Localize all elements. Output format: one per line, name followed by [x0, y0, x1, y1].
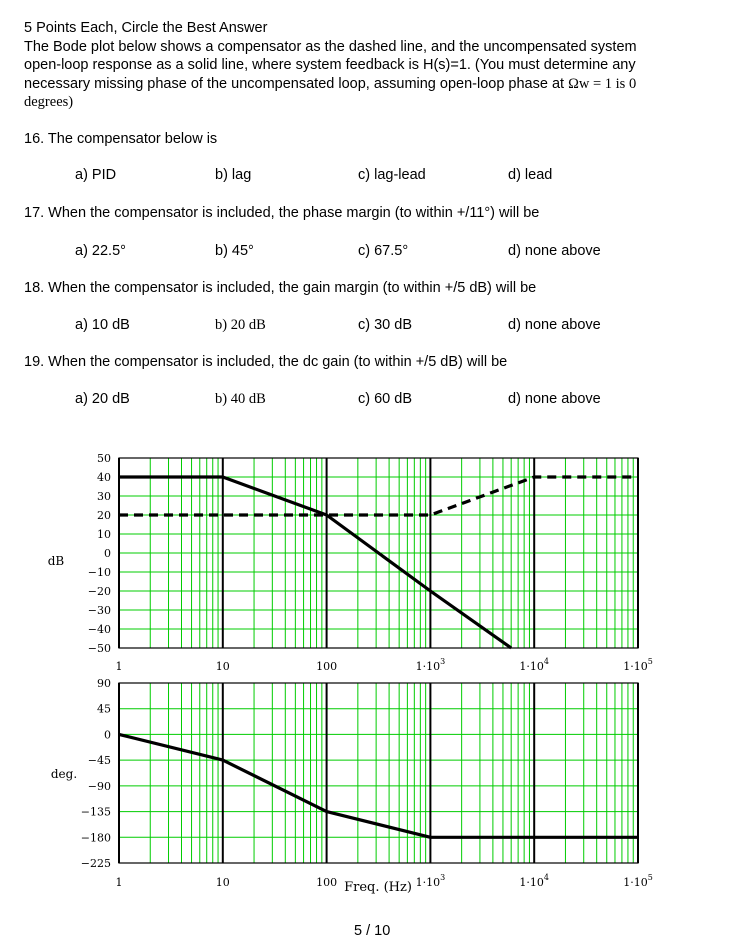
phase-ytick-label: −90	[87, 779, 111, 793]
mag-ytick-label: −50	[87, 642, 111, 655]
page-number: 5 / 10	[354, 923, 391, 939]
mag-ytick-label: 10	[97, 528, 111, 541]
mag-ytick-label: −30	[87, 604, 111, 617]
q18-option-a[interactable]: a) 10 dB	[75, 317, 130, 333]
mag-xtick-label: 1	[115, 660, 123, 673]
mag-series-uncompensated	[119, 477, 511, 648]
mag-ytick-label: 20	[97, 509, 111, 522]
q16-option-b[interactable]: b) lag	[215, 167, 252, 183]
mag-ylabel: dB	[47, 554, 65, 568]
instructions-line-3	[24, 75, 714, 94]
q19-option-d[interactable]: d) none above	[508, 391, 601, 407]
instructions-line-2: open-loop response as a solid line, where system feedback is H(s)=1. (You must determine any	[24, 57, 636, 73]
instructions-line-1: The Bode plot below shows a compensator as the dashed line, and the uncompensated system	[24, 38, 637, 55]
mag-xtick-label: $1\cdot 10^4$	[519, 657, 549, 673]
q17-option-c[interactable]: c) 67.5°	[358, 243, 409, 259]
q17-option-a[interactable]: a) 22.5°	[75, 243, 126, 259]
phase-xtick-label: 1	[115, 876, 123, 889]
mag-ytick-label: 30	[97, 490, 111, 503]
q19-option-a[interactable]: a) 20 dB	[75, 391, 130, 407]
q19-option-b[interactable]: b) 40 dB	[215, 391, 266, 407]
phase-xtick-label: 100	[316, 876, 338, 889]
phase-ytick-label: −180	[80, 831, 111, 845]
mag-ytick-label: −40	[87, 623, 111, 636]
phase-xtick-label: $1\cdot 10^4$	[519, 873, 549, 889]
question-16: 16. The compensator below is	[24, 131, 218, 147]
question-18: 18. When the compensator is included, the gain margin (to within +/5 dB) will be	[24, 280, 537, 296]
phase-xlabel: Freq. (Hz)	[344, 880, 412, 895]
phase-ytick-label: 0	[104, 728, 111, 742]
phase-xtick-label: $1\cdot 10^3$	[415, 873, 446, 889]
phase-ytick-label: −135	[80, 805, 111, 819]
mag-ytick-label: 0	[104, 547, 111, 560]
q19-option-c[interactable]: c) 60 dB	[358, 391, 412, 407]
q17-option-b[interactable]: b) 45°	[215, 243, 254, 259]
q18-option-b[interactable]: b) 20 dB	[215, 317, 266, 333]
phase-ytick-label: 90	[97, 677, 111, 690]
q18-option-c[interactable]: c) 30 dB	[358, 317, 412, 333]
phase-ytick-label: −225	[80, 857, 111, 870]
instructions-line-3-text: necessary missing phase of the uncompensated loop, assuming open-loop phase at	[24, 75, 569, 92]
instructions-block	[24, 19, 714, 112]
mag-xtick-label: 100	[316, 660, 338, 673]
instructions-line-3-math: Ωw = 1 is 0	[568, 75, 637, 92]
magnitude-chart	[48, 452, 653, 673]
question-19: 19. When the compensator is included, the dc gain (to within +/5 dB) will be	[24, 354, 508, 370]
phase-ytick-label: 45	[97, 702, 111, 716]
q16-option-c[interactable]: c) lag-lead	[358, 167, 426, 183]
mag-ytick-label: 40	[97, 471, 111, 484]
mag-ytick-label: −20	[87, 585, 111, 598]
q17-option-d[interactable]: d) none above	[508, 243, 601, 259]
phase-ytick-label: −45	[87, 754, 111, 768]
q16-option-d[interactable]: d) lead	[508, 167, 553, 183]
instructions-line-4: degrees)	[24, 94, 74, 110]
instructions-title: 5 Points Each, Circle the Best Answer	[24, 20, 268, 36]
bode-plot	[0, 440, 732, 940]
phase-xtick-label: $1\cdot 10^5$	[623, 873, 653, 889]
q16-option-a[interactable]: a) PID	[75, 167, 117, 183]
mag-xtick-label: 10	[215, 660, 230, 673]
phase-ylabel: deg.	[50, 767, 78, 781]
q18-option-d[interactable]: d) none above	[508, 317, 601, 333]
question-17: 17. When the compensator is included, the phase margin (to within +/11°) will be	[24, 205, 540, 221]
mag-xtick-label: $1\cdot 10^5$	[623, 657, 653, 673]
mag-ytick-label: −10	[87, 566, 111, 579]
mag-ytick-label: 50	[97, 452, 111, 465]
phase-xtick-label: 10	[215, 876, 230, 889]
mag-xtick-label: $1\cdot 10^3$	[415, 657, 446, 673]
phase-chart	[51, 677, 653, 895]
